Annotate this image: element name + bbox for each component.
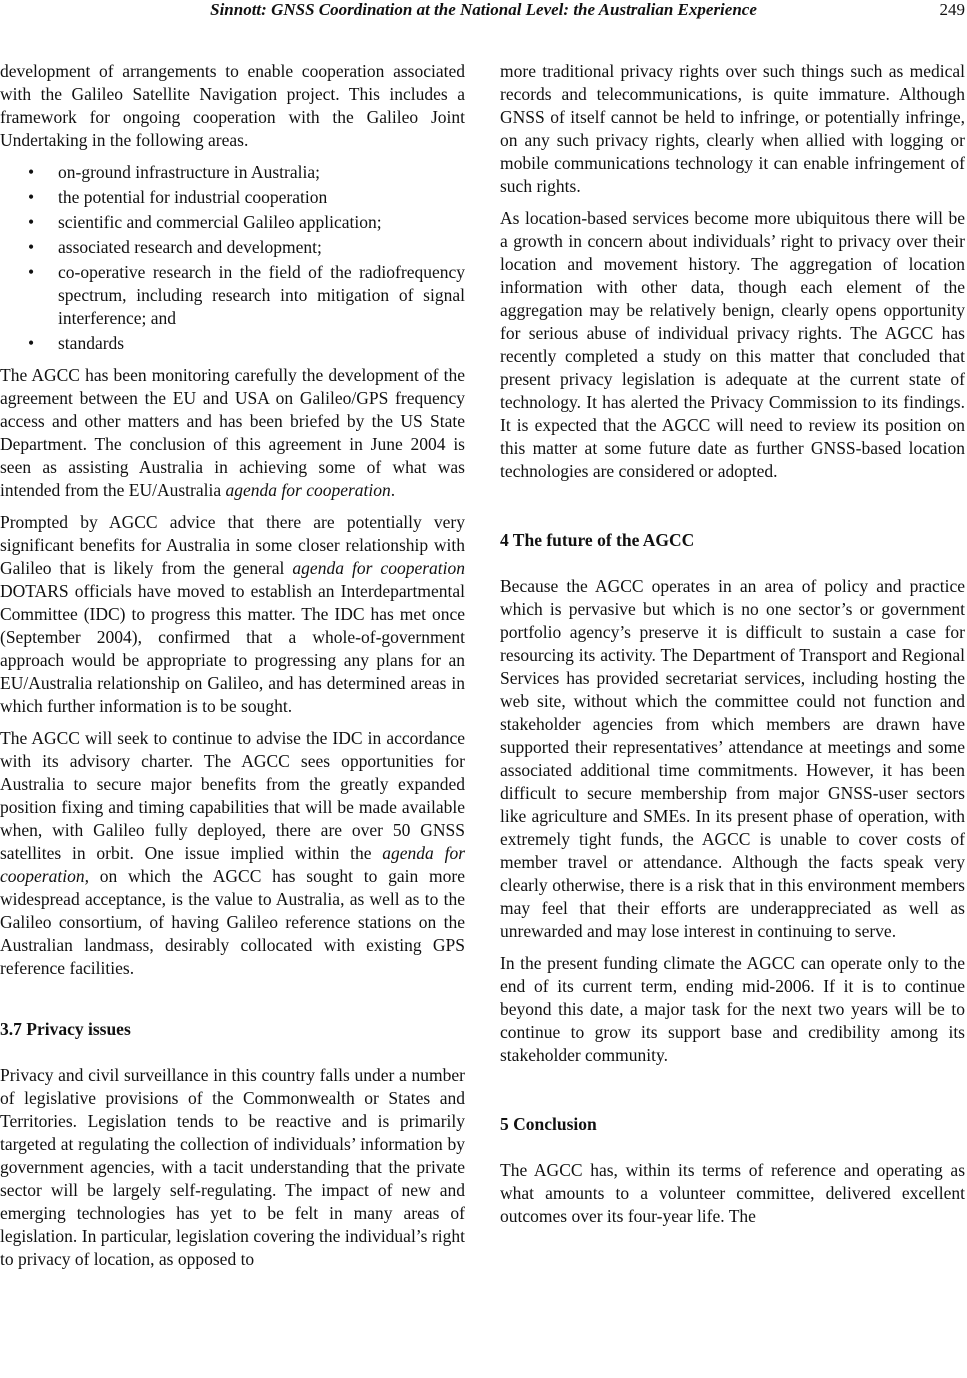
paragraph: more traditional privacy rights over such things such as medical records and telecommunications, is quite immature. Although GNSS of itself cannot be held to infringe, or potentially infringe, on any such privacy rights, clearly when allied with logging or mobile communications technology it can enable infringement of such rights. — [500, 61, 965, 196]
right-column — [500, 60, 965, 1237]
list-item: • associated research and development; — [0, 236, 465, 259]
paragraph-text: on which the AGCC has sought to gain more widespread acceptance, is the value to Australia, as well as to the Galileo consortium, of having Galileo reference stations on the Australian landmass, desirably collocated with existing GPS reference facilities. — [0, 866, 465, 978]
section-heading: 5 Conclusion — [500, 1114, 597, 1134]
page-number: 249 — [939, 0, 965, 19]
paragraph-text: The AGCC will seek to continue to advise the IDC in accordance with its advisory charter. The AGCC sees opportunities for Australia to secure major benefits from the greatly expanded position fixing and timing capabilities that will be made available when, with Galileo fully deployed, there are over 50 GNSS satellites in orbit. One issue implied within the — [0, 728, 465, 863]
paragraph-text: Prompted by AGCC advice that there are potentially very significant benefits for Australia in some closer relationship with Galileo that is likely from the general — [0, 512, 465, 578]
emphasis-text: agenda for cooperation — [225, 480, 391, 500]
running-title: Sinnott: GNSS Coordination at the National Level: the Australian Experience — [210, 0, 757, 19]
paragraph: Privacy and civil surveillance in this country falls under a number of legislative provisions of the Commonwealth or States and Territories. Legislation tends to be reactive and is primarily targeted at regulating the collection of individuals’ information by government agencies, with a tacit understanding that the private sector will be largely self-regulating. The impact of new and emerging technologies has yet to be felt in many areas of legislation. In particular, legislation covering the individual’s right to privacy of location, as opposed to — [0, 1065, 465, 1269]
section-heading: 3.7 Privacy issues — [0, 1019, 131, 1039]
emphasis-text: agenda for cooperation — [292, 558, 466, 578]
paragraph — [0, 364, 465, 502]
paragraph — [0, 511, 465, 718]
paragraph-text: DOTARS officials have moved to establish an Interdepartmental Committee (IDC) to progress this matter. The IDC has met once (September 2004), confirmed that a whole-of-government approach would be appropriate to progressing any plans for an EU/Australia relationship on Galileo, and has determined areas in which further information is to be sought. — [0, 581, 465, 716]
bullet-list — [0, 161, 465, 355]
paragraph-text: . — [390, 480, 396, 500]
running-header — [0, 0, 967, 24]
paragraph-text: The AGCC has been monitoring carefully the development of the agreement between the EU and USA on Galileo/GPS frequency access and other matters and has been briefed by the US State Department. The conclusion of this agreement in June 2004 is seen as assisting Australia in achieving some of what was intended from the EU/Australia — [0, 365, 465, 500]
list-item: • scientific and commercial Galileo application; — [0, 211, 465, 234]
paragraph — [0, 727, 465, 980]
list-item: • co-operative research in the field of the radiofrequency spectrum, including research into mitigation of signal interference; and — [0, 261, 465, 330]
list-item: • the potential for industrial cooperation — [0, 186, 465, 209]
section-heading: 4 The future of the AGCC — [500, 530, 695, 550]
list-item: • on-ground infrastructure in Australia; — [0, 161, 465, 184]
paragraph: Because the AGCC operates in an area of policy and practice which is pervasive but which is no one sector’s or government portfolio agency’s preserve it is difficult to sustain a case for resourcing its activity. The Department of Transport and Regional Services has provided secretariat services, including hosting the web site, without which the committee could not function and stakeholder agencies from which members are drawn have supported their representatives’ attendance at meetings and some associated additional time commitments. However, it has been difficult to secure membership from major GNSS-user sectors like agriculture and SMEs. In its present phase of operation, with extremely tight funds, the AGCC is unable to cover costs of member travel or attendance. Although the facts speak very clearly otherwise, there is a risk that in this environment members may feel that their efforts are underappreciated as well as unrewarded and may lose interest in continuing to serve. — [500, 576, 965, 941]
emphasis-text: agenda for cooperation, — [0, 843, 466, 886]
paragraph: As location-based services become more ubiquitous there will be a growth in concern about individuals’ right to privacy over their location and movement history. The aggregation of location information with other data, though each element of the aggregation may be relatively benign, clearly opens opportunity for serious abuse of individual privacy rights. The AGCC has recently completed a study on this matter that concluded that present privacy legislation is adequate at the current state of technology. It has alerted the Privacy Commission to its findings. It is expected that the AGCC will need to review its position on this matter at some future date as further GNSS-based location technologies are considered or adopted. — [500, 208, 965, 481]
paragraph: The AGCC has, within its terms of reference and operating as what amounts to a volunteer committee, delivered excellent outcomes over its four-year life. The — [500, 1160, 965, 1226]
left-column — [0, 60, 465, 1280]
paragraph: In the present funding climate the AGCC can operate only to the end of its current term, ending mid-2006. If it is to continue beyond this date, a major task for the next two years will be to continue to grow its support base and credibility among its stakeholder community. — [500, 953, 965, 1065]
list-item: • standards — [0, 332, 465, 355]
paragraph: development of arrangements to enable cooperation associated with the Galileo Satellite Navigation project. This includes a framework for ongoing cooperation with the Galileo Joint Undertaking in the following areas. — [0, 61, 465, 150]
